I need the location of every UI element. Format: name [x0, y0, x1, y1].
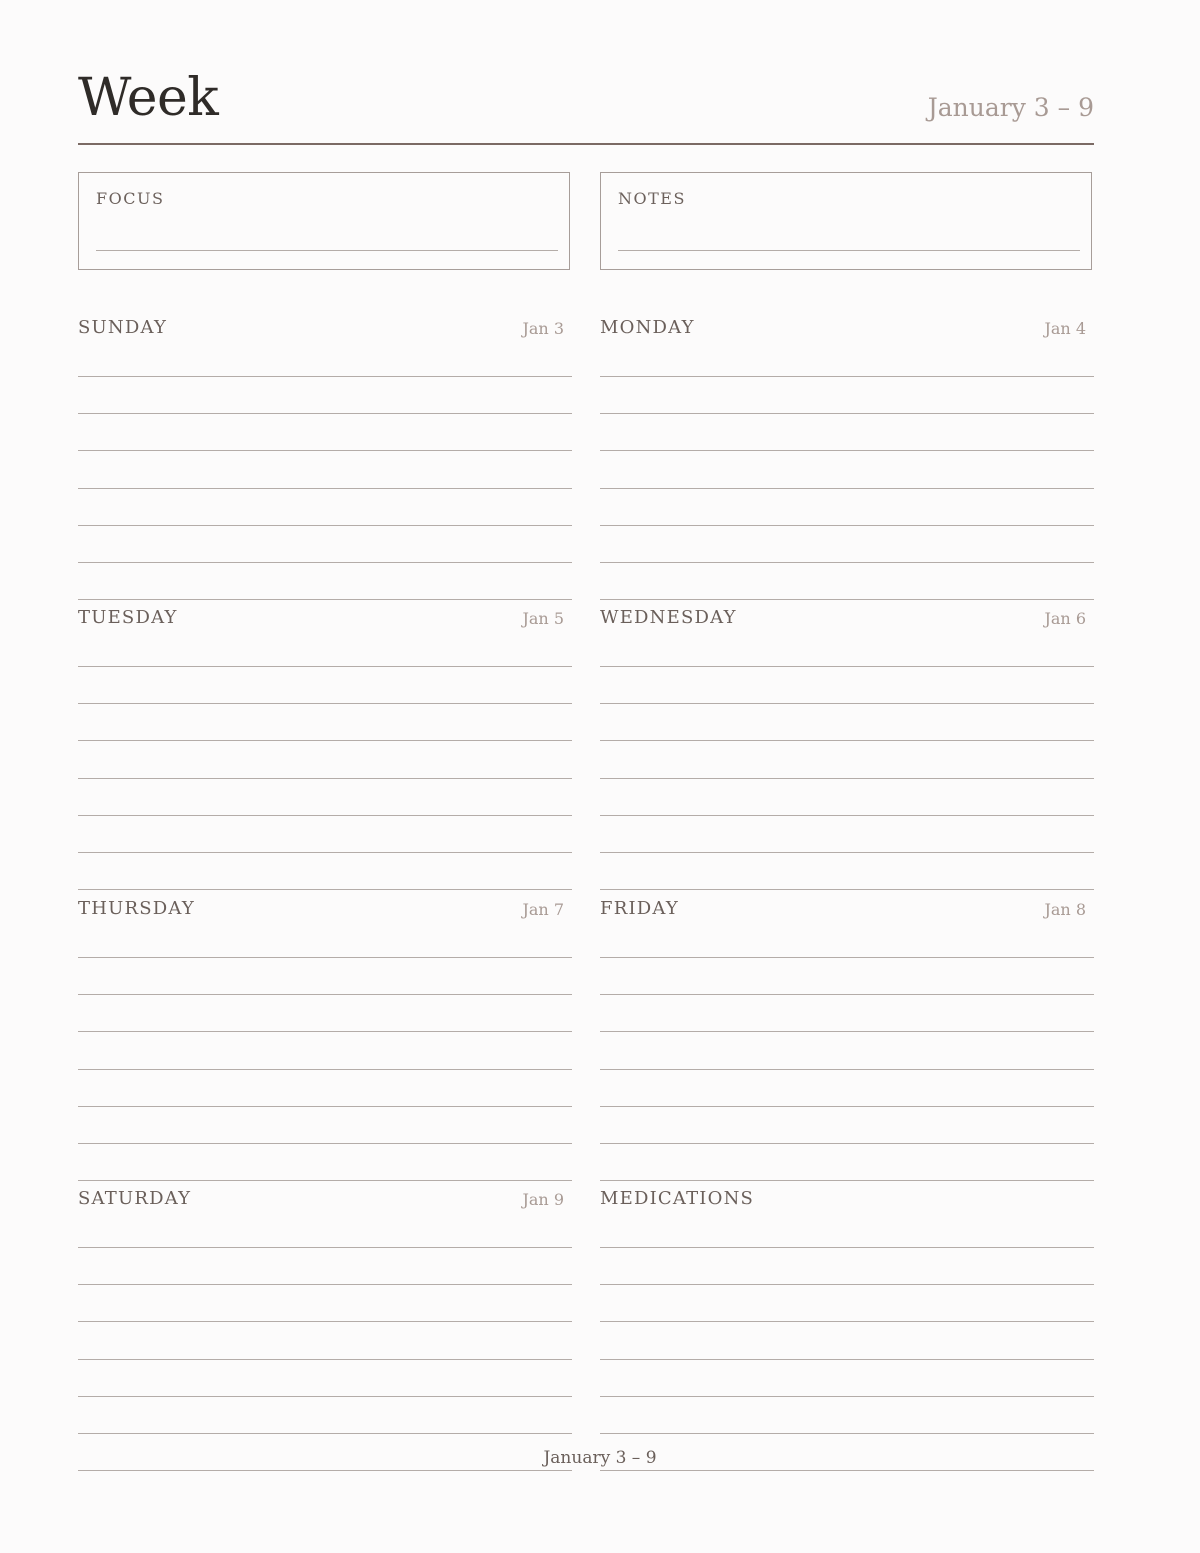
- write-line: [600, 1470, 1094, 1471]
- day-date: Jan 5: [522, 609, 564, 628]
- write-line: [78, 1433, 572, 1434]
- write-line: [600, 994, 1094, 995]
- write-line: [78, 450, 572, 451]
- write-line: [78, 703, 572, 704]
- day-date: Jan 9: [522, 1190, 564, 1209]
- write-line: [600, 1031, 1094, 1032]
- write-line: [600, 1284, 1094, 1285]
- write-line: [78, 889, 572, 890]
- write-line: [600, 1069, 1094, 1070]
- write-line: [600, 1106, 1094, 1107]
- write-line: [600, 488, 1094, 489]
- write-line: [600, 1143, 1094, 1144]
- day-section-friday[interactable]: [600, 895, 1094, 1185]
- write-line: [78, 1247, 572, 1248]
- day-name: SUNDAY: [78, 317, 168, 338]
- notes-write-line: [618, 250, 1080, 251]
- day-date: Jan 6: [1044, 609, 1086, 628]
- write-line: [600, 1321, 1094, 1322]
- write-line: [78, 1284, 572, 1285]
- day-date: Jan 4: [1044, 319, 1086, 338]
- write-line: [600, 413, 1094, 414]
- day-name: THURSDAY: [78, 898, 195, 919]
- write-line: [78, 815, 572, 816]
- write-line: [78, 1396, 572, 1397]
- write-line: [600, 957, 1094, 958]
- write-line: [78, 957, 572, 958]
- write-line: [600, 703, 1094, 704]
- day-section-saturday[interactable]: [78, 1185, 572, 1475]
- write-line: [600, 376, 1094, 377]
- write-line: [600, 599, 1094, 600]
- day-date: Jan 7: [522, 900, 564, 919]
- write-line: [78, 852, 572, 853]
- write-line: [600, 852, 1094, 853]
- write-line: [78, 994, 572, 995]
- day-section-tuesday[interactable]: [78, 604, 572, 894]
- write-line: [600, 1359, 1094, 1360]
- write-line: [600, 562, 1094, 563]
- write-line: [78, 1143, 572, 1144]
- notes-label: NOTES: [618, 189, 686, 208]
- day-name: MONDAY: [600, 317, 695, 338]
- notes-box[interactable]: [600, 172, 1092, 270]
- write-line: [78, 1106, 572, 1107]
- footer-date-range: January 3 – 9: [543, 1448, 657, 1468]
- write-line: [78, 778, 572, 779]
- write-line: [600, 889, 1094, 890]
- write-line: [78, 413, 572, 414]
- write-line: [78, 562, 572, 563]
- write-line: [78, 1321, 572, 1322]
- day-name: SATURDAY: [78, 1188, 192, 1209]
- write-line: [78, 1031, 572, 1032]
- write-line: [78, 1069, 572, 1070]
- write-line: [600, 450, 1094, 451]
- write-line: [600, 778, 1094, 779]
- day-section-wednesday[interactable]: [600, 604, 1094, 894]
- header-date-range: January 3 – 9: [927, 93, 1094, 122]
- write-line: [600, 1247, 1094, 1248]
- write-line: [78, 666, 572, 667]
- write-line: [600, 815, 1094, 816]
- write-line: [600, 740, 1094, 741]
- header-divider: [78, 143, 1094, 145]
- page-title: Week: [78, 68, 219, 128]
- day-name: TUESDAY: [78, 607, 178, 628]
- day-section-monday[interactable]: [600, 314, 1094, 604]
- focus-write-line: [96, 250, 558, 251]
- focus-label: FOCUS: [96, 189, 165, 208]
- write-line: [600, 1433, 1094, 1434]
- write-line: [78, 599, 572, 600]
- write-line: [78, 525, 572, 526]
- write-line: [600, 1396, 1094, 1397]
- day-section-thursday[interactable]: [78, 895, 572, 1185]
- write-line: [600, 666, 1094, 667]
- write-line: [600, 1180, 1094, 1181]
- day-name: FRIDAY: [600, 898, 679, 919]
- write-line: [78, 740, 572, 741]
- day-section-sunday[interactable]: [78, 314, 572, 604]
- focus-box[interactable]: [78, 172, 570, 270]
- write-line: [78, 1470, 572, 1471]
- day-name: WEDNESDAY: [600, 607, 737, 628]
- write-line: [78, 488, 572, 489]
- day-date: Jan 3: [522, 319, 564, 338]
- write-line: [78, 1359, 572, 1360]
- write-line: [78, 376, 572, 377]
- medications-section[interactable]: [600, 1185, 1094, 1475]
- day-date: Jan 8: [1044, 900, 1086, 919]
- medications-label: MEDICATIONS: [600, 1188, 755, 1209]
- write-line: [78, 1180, 572, 1181]
- write-line: [600, 525, 1094, 526]
